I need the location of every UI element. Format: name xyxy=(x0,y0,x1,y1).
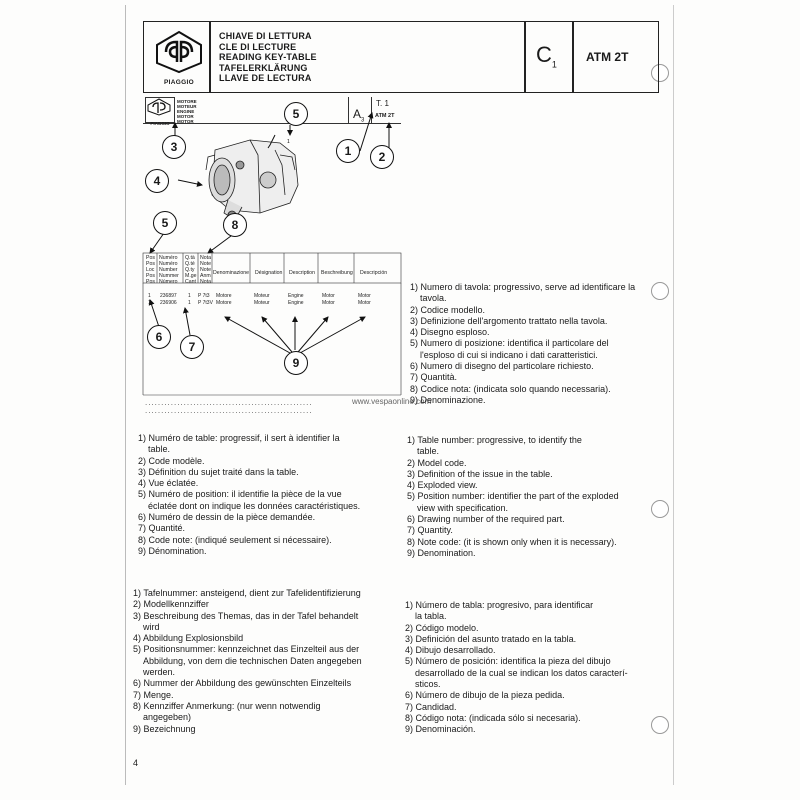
mini-label: MOTORE xyxy=(177,99,197,104)
callout-5-top: 5 xyxy=(284,102,308,126)
header-divider xyxy=(209,22,211,92)
title-es: LLAVE DE LECTURA xyxy=(219,73,312,83)
callout-2: 2 xyxy=(370,145,394,169)
binder-hole xyxy=(651,716,669,734)
binder-hole xyxy=(651,500,669,518)
mini-label: MOTOR xyxy=(177,114,194,119)
legend-italian: 1) Numero di tavola: progressivo, serve ad identificare la tavola. 2) Codice modello. 3) Definizione dell'argomento trattato nella tavola. 4) Disegno esploso. 5) Numero di posizione: identifica il particolare del l'esploso di cui si indicano i dati caratteristici. 6) Numero di disegno del particolare richiesto. 7) Quantità. 8) Codice nota: (indicata solo quando necessaria). 9) Denominazione. xyxy=(410,282,636,405)
table-header-col: Denominazione xyxy=(213,270,250,276)
legend-english: 1) Table number: progressive, to identify the table. 2) Model code. 3) Definition of the issue in the table. 4) Exploded view. 5) Position number: identifier the part of the exploded view with specification. 6) Drawing number of the required part. 7) Quantity. 8) Note code: (it is shown only when it is necessary). 9) Denomination. xyxy=(407,435,619,558)
mini-brand: PIAGGIO xyxy=(150,121,170,126)
table-header-col: Descripción xyxy=(360,270,388,276)
part-tag: 1 xyxy=(287,139,290,145)
page-border-left xyxy=(125,5,126,785)
header-divider xyxy=(572,22,574,92)
brand-name: PIAGGIO xyxy=(164,79,194,86)
header-divider xyxy=(524,22,526,92)
mini-table-num: T. 1 xyxy=(376,99,389,108)
table-header-col: Description xyxy=(289,270,315,276)
mini-model: ATM 2T xyxy=(375,113,395,119)
dotted-line: .................................................... xyxy=(145,398,313,407)
engine-drawing xyxy=(206,140,298,220)
table-header-col: Q.tà Q.té Q.ty M.ge Cant xyxy=(185,255,197,285)
title-fr: CLE DI LECTURE xyxy=(219,41,297,52)
mini-label: ENGINE xyxy=(177,109,195,114)
mini-code-sub: 3 xyxy=(361,117,365,124)
title-en: READING KEY-TABLE xyxy=(219,52,317,62)
callout-6: 6 xyxy=(147,325,171,349)
page-title xyxy=(219,31,317,84)
section-letter: C xyxy=(536,42,552,67)
mini-label: MOTEUR xyxy=(177,104,197,109)
table-header-col: Pos Pos Loc Pos Pos xyxy=(146,255,155,285)
dotted-line: .................................................... xyxy=(145,406,313,415)
callout-3: 3 xyxy=(162,135,186,159)
legend-french: 1) Numéro de table: progressif, il sert à identifier la table. 2) Code modèle. 3) Définition du sujet traité dans la table. 4) Vue éclatée. 5) Numéro de position: il identifie la pièce de la vue éclatée dont on indique les données caractéristiques. 6) Numéro de dessin de la pièce demandée. 7) Quantité. 8) Code note: (indiqué seulement si nécessaire). 9) Dénomination. xyxy=(138,433,361,556)
callout-8: 8 xyxy=(223,213,247,237)
table-header-col: Désignation xyxy=(255,270,283,276)
watermark: www.vespaonline.com xyxy=(352,397,432,406)
table-header-col: Nota Note Note Anm Nota xyxy=(200,255,211,285)
page-border-right xyxy=(673,5,674,785)
section-sub: 1 xyxy=(551,59,557,70)
callout-1: 1 xyxy=(336,139,360,163)
header-box xyxy=(143,21,659,93)
table-row: 1 236897 1 P 7t3 Motore Moteur Engine Motor Motor xyxy=(148,293,371,299)
piaggio-logo-icon xyxy=(154,30,204,74)
legend-german: 1) Tafelnummer: ansteigend, dient zur Tafelidentifizierung 2) Modellkennziffer 3) Beschreibung des Themas, das in der Tafel behandelt wird 4) Abbildung Explosionsbild 5) Positionsnummer: kennzeichnet das Einzelteil aus der Abbildung, von dem die technischen Daten angegeben werden. 6) Nummer der Abbildung des gewünschten Einzelteils 7) Menge. 8) Kennziffer Anmerkung: (nur wenn notwendig angegeben) 9) Bezeichnung xyxy=(133,588,362,734)
callout-9: 9 xyxy=(284,351,308,375)
title-de: TAFELERKLÄRUNG xyxy=(219,62,308,73)
model-code: ATM 2T xyxy=(586,50,629,64)
legend-spanish: 1) Número de tabla: progresivo, para identificar la tabla. 2) Código modelo. 3) Definición del asunto tratado en la tabla. 4) Dibujo desarrollado. 5) Número de posición: identifica la pieza del dibujo desarrollado de la cual se indican los datos caracterí- sticos. 6) Número de dibujo de la pieza pedida. 7) Candidad. 8) Código nota: (indicada sólo si necesaria). 9) Denominación. xyxy=(405,600,628,735)
callout-5-table: 5 xyxy=(153,211,177,235)
mini-label: MOTOR xyxy=(177,119,194,124)
table-header-col: Numéro Numéro Number Nummer Número xyxy=(159,255,179,285)
table-header-col: Beschreibung xyxy=(321,270,353,276)
callout-7: 7 xyxy=(180,335,204,359)
callout-4: 4 xyxy=(145,169,169,193)
page-number: 4 xyxy=(133,758,139,768)
mini-code-letter: A xyxy=(353,107,362,121)
piaggio-logo xyxy=(154,30,204,86)
title-it: CHIAVE DI LETTURA xyxy=(219,31,312,41)
table-row: 1 236906 1 P 7t3V Motore Moteur Engine Motor Motor xyxy=(148,300,371,306)
binder-hole xyxy=(651,282,669,300)
section-code xyxy=(536,42,557,69)
